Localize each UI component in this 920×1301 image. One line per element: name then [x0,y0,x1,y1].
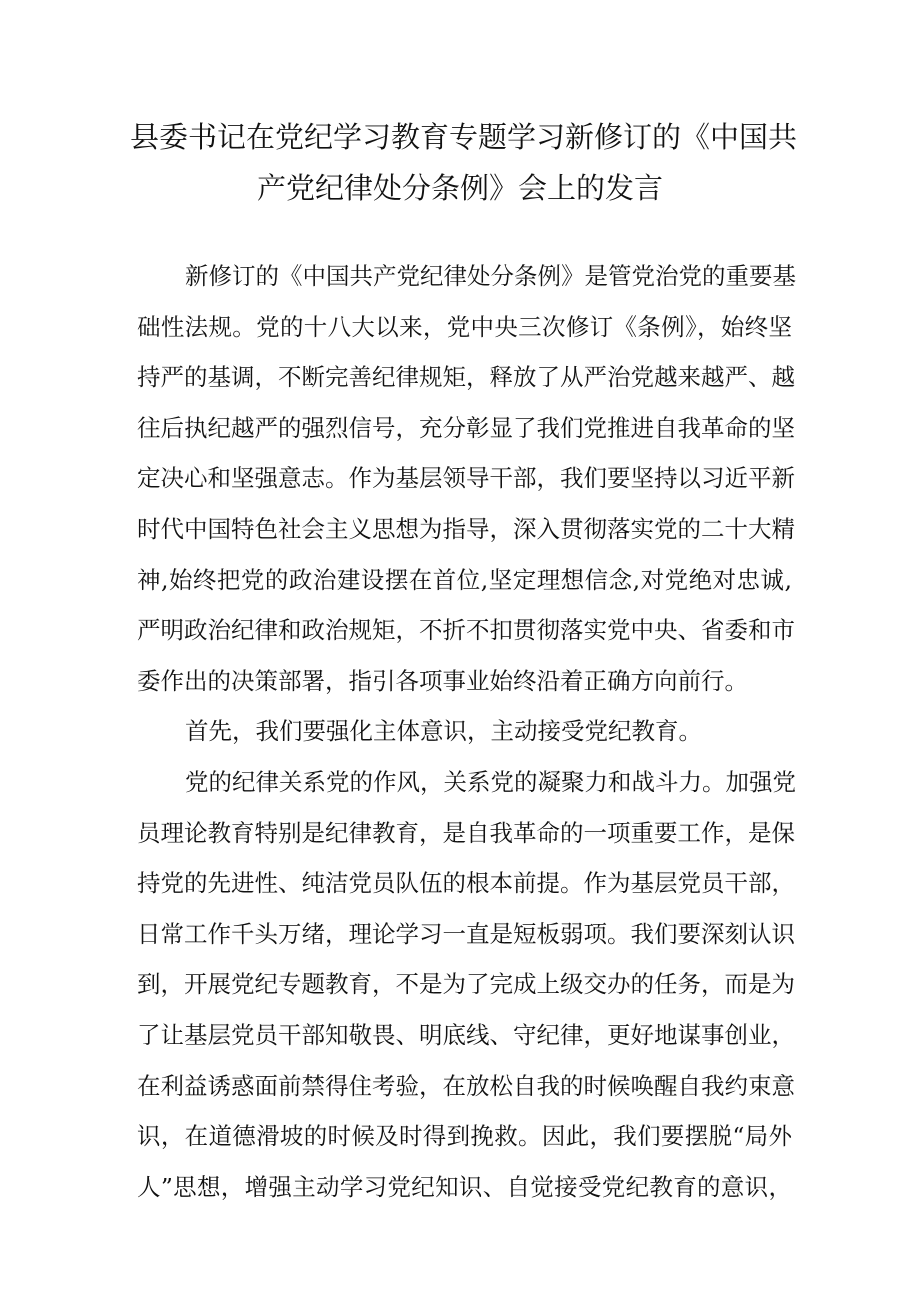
body-line: 党的纪律关系党的作风，关系党的凝聚力和战斗力。加强党 [185,767,796,796]
body-line: 首先，我们要强化主体意识，主动接受党纪教育。 [185,717,702,746]
body-line: 新修订的《中国共产党纪律处分条例》是管党治党的重要基 [185,262,796,290]
body-line: 往后执纪越严的强烈信号，充分彰显了我们党推进自我革命的坚 [137,413,795,442]
document-body [137,251,796,1212]
body-line: 神,始终把党的政治建设摆在首位,坚定理想信念,对党绝对忠诚, [137,565,792,594]
body-line: 到，开展党纪专题教育，不是为了完成上级交办的任务，而是为 [137,970,795,999]
body-line: 了让基层党员干部知敬畏、明底线、守纪律，更好地谋事创业， [137,1020,795,1049]
body-line: 人”思想，增强主动学习党纪知识、自觉接受党纪教育的意识， [137,1172,792,1201]
body-line: 严明政治纪律和政治规矩，不折不扣贯彻落实党中央、省委和市 [137,616,795,645]
body-line: 员理论教育特别是纪律教育，是自我革命的一项重要工作，是保 [137,818,795,847]
body-line: 时代中国特色社会主义思想为指导，深入贯彻落实党的二十大精 [137,514,795,543]
body-line: 持党的先进性、纯洁党员队伍的根本前提。作为基层党员干部， [137,869,795,898]
document-title [130,112,798,214]
body-line: 识，在道德滑坡的时候及时得到挽救。因此，我们要摆脱“局外 [137,1122,792,1151]
title-line-2: 产党纪律处分条例》会上的发言 [256,171,663,205]
body-line: 定决心和坚强意志。作为基层领导干部，我们要坚持以习近平新 [137,464,795,493]
body-line: 持严的基调，不断完善纪律规矩，释放了从严治党越来越严、越 [137,363,795,392]
body-line: 日常工作千头万绪，理论学习一直是短板弱项。我们要深刻认识 [137,919,795,948]
body-line: 委作出的决策部署，指引各项事业始终沿着正确方向前行。 [137,666,748,695]
body-line: 础性法规。党的十八大以来，党中央三次修订《条例》，始终坚 [137,312,792,341]
body-line: 在利益诱惑面前禁得住考验，在放松自我的时候唤醒自我约束意 [137,1071,795,1100]
title-line-1: 县委书记在党纪学习教育专题学习新修订的《中国共 [130,120,798,154]
